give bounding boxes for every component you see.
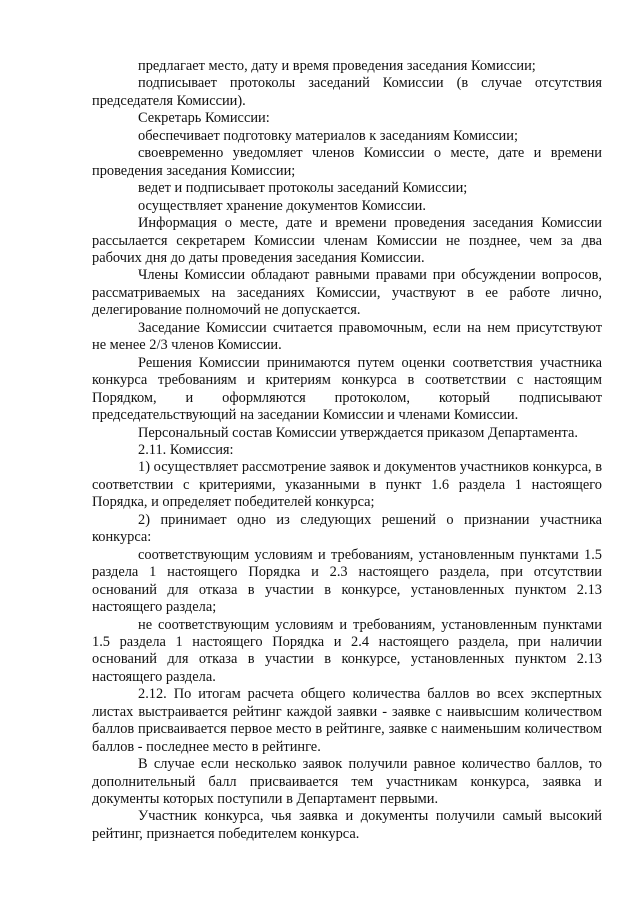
paragraph: обеспечивает подготовку материалов к заседаниям Комиссии; (138, 127, 518, 144)
paragraph: 2) принимает одно из следующих решений о признании участника конкурса: (92, 511, 602, 546)
paragraph: предлагает место, дату и время проведения заседания Комиссии; (138, 58, 536, 74)
paragraph: своевременно уведомляет членов Комиссии о месте, дате и времени проведения заседания Комиссии; (92, 145, 602, 179)
paragraph: Заседание Комиссии считается правомочным, если на нем присутствуют не менее 2/3 членов Комиссии. (92, 319, 602, 354)
paragraph: ведет и подписывает протоколы заседаний Комиссии; (138, 180, 468, 197)
paragraph: 1) осуществляет рассмотрение заявок и документов участников конкурса, в соответствии с критериями, указанными в пункт 1.6 раздела 1 настоящего Порядка, и определяет победителей конкурса; (92, 459, 602, 511)
paragraph: Информация о месте, дате и времени проведения заседания Комиссии рассылается секретарем Комиссии членам Комиссии не позднее, чем за два рабочих дня до даты проведения заседания Комиссии. (92, 215, 602, 266)
paragraph: Решения Комиссии принимаются путем оценки соответствия участника конкурса требованиям и критериям конкурса в соответствии с настоящим Порядком, и оформляются протоколом, который подписывают председательствующий на заседании Комиссии и членами Комиссии. (92, 354, 602, 424)
paragraph: соответствующим условиям и требованиям, установленным пунктами 1.5 раздела 1 настоящего Порядка и 2.3 настоящего раздела, при отсутствии оснований для отказа в участии в конкурсе, установленных пунктом 2.13 настоящего раздела; (92, 546, 602, 616)
paragraph: подписывает протоколы заседаний Комиссии (в случае отсутствия председателя Комиссии). (92, 75, 602, 109)
paragraph: осуществляет хранение документов Комиссии. (138, 197, 426, 214)
section-heading: 2.11. Комиссия: (138, 441, 234, 458)
paragraph: В случае если несколько заявок получили равное количество баллов, то дополнительный балл присваивается тем участникам конкурса, заявка и документы которых поступили в Департамент первыми. (92, 756, 602, 808)
paragraph: не соответствующим условиям и требованиям, установленным пунктами 1.5 раздела 1 настоящего Порядка и 2.4 настоящего раздела, при наличии оснований для отказа в участии в конкурсе, установленных пунктом 2.13 настоящего раздела. (92, 616, 602, 685)
paragraph: Участник конкурса, чья заявка и документы получили самый высокий рейтинг, признается победителем конкурса. (92, 808, 602, 842)
document-page (92, 58, 602, 843)
paragraph: Члены Комиссии обладают равными правами при обсуждении вопросов, рассматриваемых на заседаниях Комиссии, участвуют в ее работе лично, делегирование полномочий не допускается. (92, 267, 602, 319)
paragraph: Секретарь Комиссии: (138, 110, 270, 127)
paragraph: 2.12. По итогам расчета общего количества баллов во всех экспертных листах выстраивается рейтинг каждой заявки - заявке с наивысшим количеством баллов присваивается первое место в рейтинге, заявке с наименьшим количеством баллов - последнее место в рейтинге. (92, 686, 602, 755)
paragraph: Персональный состав Комиссии утверждается приказом Департамента. (138, 424, 578, 441)
